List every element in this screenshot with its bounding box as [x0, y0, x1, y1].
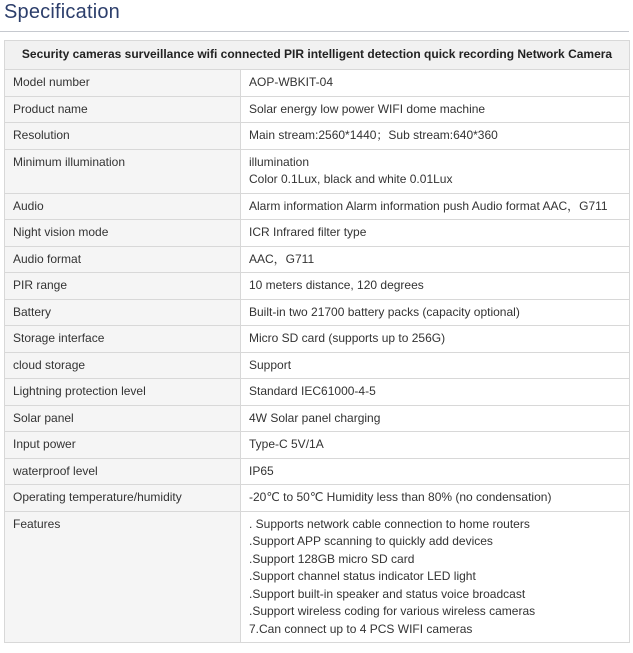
spec-value-line: 7.Can connect up to 4 PCS WIFI cameras — [249, 621, 473, 636]
spec-value-line: .Support APP scanning to quickly add devices — [249, 534, 493, 548]
spec-label: Battery — [5, 299, 241, 326]
table-caption: Security cameras surveillance wifi connected PIR intelligent detection quick recording Network Camera — [5, 41, 630, 70]
spec-value-line: illumination — [249, 154, 310, 169]
table-row — [5, 246, 630, 273]
spec-label: Solar panel — [5, 405, 241, 432]
spec-value-line: IP65 — [249, 463, 274, 478]
spec-value — [241, 352, 630, 379]
spec-value-line: Support — [249, 357, 292, 372]
table-row — [5, 405, 630, 432]
spec-label: cloud storage — [5, 352, 241, 379]
spec-value-line: 10 meters distance, 120 degrees — [249, 278, 424, 292]
spec-label: waterproof level — [5, 458, 241, 485]
table-row — [5, 326, 630, 353]
spec-value-line: ICR Infrared filter type — [249, 225, 367, 239]
table-row — [5, 352, 630, 379]
spec-value-line: Color 0.1Lux, black and white 0.01Lux — [249, 172, 453, 186]
spec-value — [241, 458, 630, 485]
spec-value — [241, 123, 630, 150]
spec-label: Resolution — [5, 123, 241, 150]
spec-value-line: Built-in two 21700 battery packs (capacity optional) — [249, 304, 520, 319]
spec-value-line: .Support 128GB micro SD card — [249, 551, 415, 566]
table-row — [5, 299, 630, 326]
spec-value-line: -20℃ to 50℃ Humidity less than 80% (no condensation) — [249, 490, 552, 504]
spec-label: Minimum illumination — [5, 149, 241, 193]
table-row — [5, 220, 630, 247]
spec-label: Audio format — [5, 246, 241, 273]
spec-value — [241, 485, 630, 512]
spec-label: Input power — [5, 432, 241, 459]
spec-value-line: Alarm information Alarm information push Audio format AAC，G711 — [249, 198, 608, 213]
spec-label: Storage interface — [5, 326, 241, 353]
heading-divider — [0, 31, 629, 32]
table-row — [5, 70, 630, 97]
table-row — [5, 123, 630, 150]
spec-value-line: .Support built-in speaker and status voice broadcast — [249, 586, 526, 601]
spec-value — [241, 70, 630, 97]
spec-label: Features — [5, 511, 241, 643]
table-row — [5, 273, 630, 300]
table-row — [5, 193, 630, 220]
spec-value-line: Type-C 5V/1A — [249, 437, 324, 451]
spec-value — [241, 193, 630, 220]
spec-value-line: AAC，G711 — [249, 251, 315, 266]
spec-value-line: Main stream:2560*1440；Sub stream:640*360 — [249, 128, 498, 142]
spec-value — [241, 326, 630, 353]
spec-value-line: Micro SD card (supports up to 256G) — [249, 331, 446, 345]
spec-value-line: .Support channel status indicator LED light — [249, 569, 476, 583]
spec-value-line: .Support wireless coding for various wireless cameras — [249, 604, 536, 618]
spec-value — [241, 273, 630, 300]
spec-label: Audio — [5, 193, 241, 220]
spec-label: Operating temperature/humidity — [5, 485, 241, 512]
table-row — [5, 511, 630, 643]
spec-value-line: AOP-WBKIT-04 — [249, 75, 334, 89]
table-row — [5, 379, 630, 406]
spec-value — [241, 149, 630, 193]
spec-label: Night vision mode — [5, 220, 241, 247]
spec-value — [241, 511, 630, 643]
spec-label: Lightning protection level — [5, 379, 241, 406]
spec-value — [241, 432, 630, 459]
table-row — [5, 458, 630, 485]
spec-label: Product name — [5, 96, 241, 123]
table-row — [5, 432, 630, 459]
spec-value — [241, 96, 630, 123]
spec-value-line: Solar energy low power WIFI dome machine — [249, 101, 486, 116]
spec-value-line: . Supports network cable connection to home routers — [249, 516, 530, 531]
spec-value — [241, 220, 630, 247]
spec-value — [241, 246, 630, 273]
spec-value-line: 4W Solar panel charging — [249, 410, 381, 425]
table-row — [5, 96, 630, 123]
page-title: Specification — [4, 1, 120, 23]
spec-value — [241, 405, 630, 432]
spec-value-line: Standard IEC61000-4-5 — [249, 384, 376, 398]
spec-value — [241, 379, 630, 406]
table-row — [5, 149, 630, 193]
spec-label: PIR range — [5, 273, 241, 300]
table-body — [5, 70, 630, 643]
specification-table — [4, 40, 630, 643]
spec-value — [241, 299, 630, 326]
spec-label: Model number — [5, 70, 241, 97]
table-row — [5, 485, 630, 512]
